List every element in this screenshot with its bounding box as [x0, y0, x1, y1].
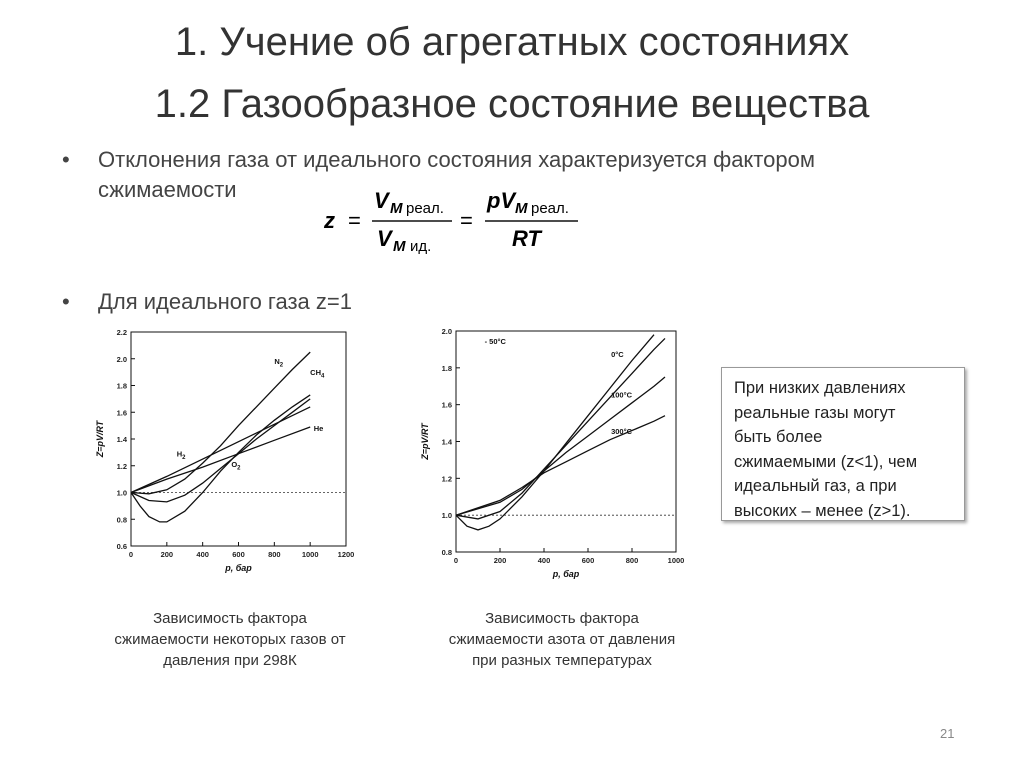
- bullet-text-line-2: сжимаемости: [98, 177, 237, 202]
- y-axis-label: Z=pV/RT: [95, 420, 105, 458]
- x-tick-label: 200: [493, 556, 507, 565]
- chart-gases-z-vs-p: [88, 322, 358, 590]
- x-tick-label: 0: [128, 550, 134, 559]
- series-line-0: [131, 352, 310, 494]
- series-line-1: [131, 395, 310, 522]
- plot-frame: [456, 331, 676, 552]
- x-tick-label: 600: [232, 550, 245, 559]
- caption-chart-nitrogen: [412, 608, 712, 671]
- formula-den1-v: V: [377, 226, 392, 251]
- note-line: реальные газы могут: [734, 403, 896, 422]
- formula-num2-tail: реал.: [531, 200, 569, 217]
- y-tick-label: 0.6: [116, 542, 127, 551]
- x-tick-label: 0: [453, 556, 459, 565]
- series-label-2: 100°C: [611, 390, 633, 400]
- note-line: высоких – менее (z>1).: [734, 501, 911, 520]
- x-tick-label: 200: [160, 550, 174, 559]
- series-line-3: [131, 407, 310, 493]
- slide-title-line-2: 1.2 Газообразное состояние вещества: [154, 82, 870, 126]
- formula-num1-tail: реал.: [406, 200, 444, 217]
- series-label-4: He: [313, 423, 324, 433]
- caption-line: при разных температурах: [472, 652, 652, 669]
- y-tick-label: 1.2: [441, 474, 452, 484]
- series-label-1: 0°C: [611, 349, 624, 359]
- y-tick-label: 0.8: [441, 548, 452, 557]
- series-label-3: $H_2$: [176, 449, 186, 461]
- formula-z: z: [324, 208, 335, 233]
- y-tick-label: 0.8: [116, 515, 127, 525]
- y-tick-label: 1.0: [441, 511, 452, 521]
- caption-line: сжимаемости некоторых газов от: [114, 631, 346, 648]
- caption-line: Зависимость фактора: [153, 610, 307, 627]
- caption-line: сжимаемости азота от давления: [448, 631, 676, 648]
- slide-title-line-1: 1. Учение об агрегатных состояниях: [174, 20, 850, 64]
- series-label-3: 300°C: [611, 427, 633, 437]
- bullet-marker: •: [62, 147, 70, 172]
- y-tick-label: 2.2: [116, 328, 127, 337]
- series-label-2: $O_2$: [231, 460, 241, 472]
- bullet-marker: •: [62, 289, 70, 314]
- series-line-3: [456, 416, 665, 516]
- y-tick-label: 1.8: [441, 363, 452, 373]
- series-line-4: [131, 427, 310, 493]
- x-tick-label: 400: [196, 550, 209, 559]
- formula-equals-2: =: [460, 208, 473, 233]
- note-line: идеальный газ, а при: [734, 477, 897, 495]
- bullet-text-line-1: Отклонения газа от идеального состояния характеризуется фактором: [98, 147, 815, 172]
- y-tick-label: 2.0: [441, 327, 452, 336]
- chart-nitrogen-z-vs-p: [414, 322, 694, 590]
- y-tick-label: 1.4: [441, 437, 452, 447]
- series-label-0: $N_2$: [274, 357, 284, 369]
- formula-num2-pv: pV: [487, 188, 516, 213]
- caption-line: давления при 298К: [163, 652, 297, 669]
- y-tick-label: 1.6: [116, 408, 127, 418]
- y-tick-label: 2.0: [116, 354, 127, 364]
- series-line-1: [456, 338, 665, 519]
- formula-den1-tail: ид.: [410, 238, 432, 255]
- series-label-1: $CH_4$: [310, 367, 325, 380]
- formula-den2-rt: RT: [512, 226, 541, 251]
- x-tick-label: 800: [625, 556, 639, 565]
- y-tick-label: 1.8: [116, 381, 127, 391]
- x-tick-label: 1200: [337, 550, 355, 559]
- formula-num1-sub: M: [390, 200, 403, 217]
- y-tick-label: 1.6: [441, 400, 452, 410]
- x-axis-label: p, бар: [552, 569, 580, 579]
- formula-den1-sub: M: [393, 238, 406, 255]
- formula-equals-1: =: [348, 208, 361, 233]
- caption-line: Зависимость фактора: [485, 610, 639, 627]
- formula-num1-v: V: [374, 188, 389, 213]
- page-number: 21: [940, 726, 955, 741]
- note-box: [721, 367, 965, 521]
- x-axis-label: p, бар: [225, 563, 252, 573]
- y-tick-label: 1.4: [116, 435, 127, 444]
- note-line: При низких давлениях: [734, 379, 906, 397]
- x-tick-label: 400: [537, 556, 551, 565]
- y-axis-label: Z=pV/RT: [420, 423, 430, 460]
- note-line: сжимаемыми (z<1), чем: [734, 452, 918, 471]
- y-tick-label: 1.0: [116, 488, 127, 498]
- x-tick-label: 1000: [667, 556, 685, 565]
- x-tick-label: 800: [268, 550, 281, 559]
- series-line-2: [456, 377, 665, 515]
- plot-frame: [131, 332, 346, 546]
- series-label-0: - 50°C: [484, 336, 506, 346]
- note-line: быть более: [734, 428, 823, 446]
- formula-num2-sub: M: [515, 200, 528, 217]
- x-tick-label: 600: [581, 556, 595, 565]
- bullet-text-line-1: Для идеального газа z=1: [98, 289, 352, 314]
- x-tick-label: 1000: [301, 550, 319, 559]
- caption-chart-gases: [80, 608, 380, 671]
- compressibility-formula: [322, 188, 592, 256]
- y-tick-label: 1.2: [116, 461, 127, 471]
